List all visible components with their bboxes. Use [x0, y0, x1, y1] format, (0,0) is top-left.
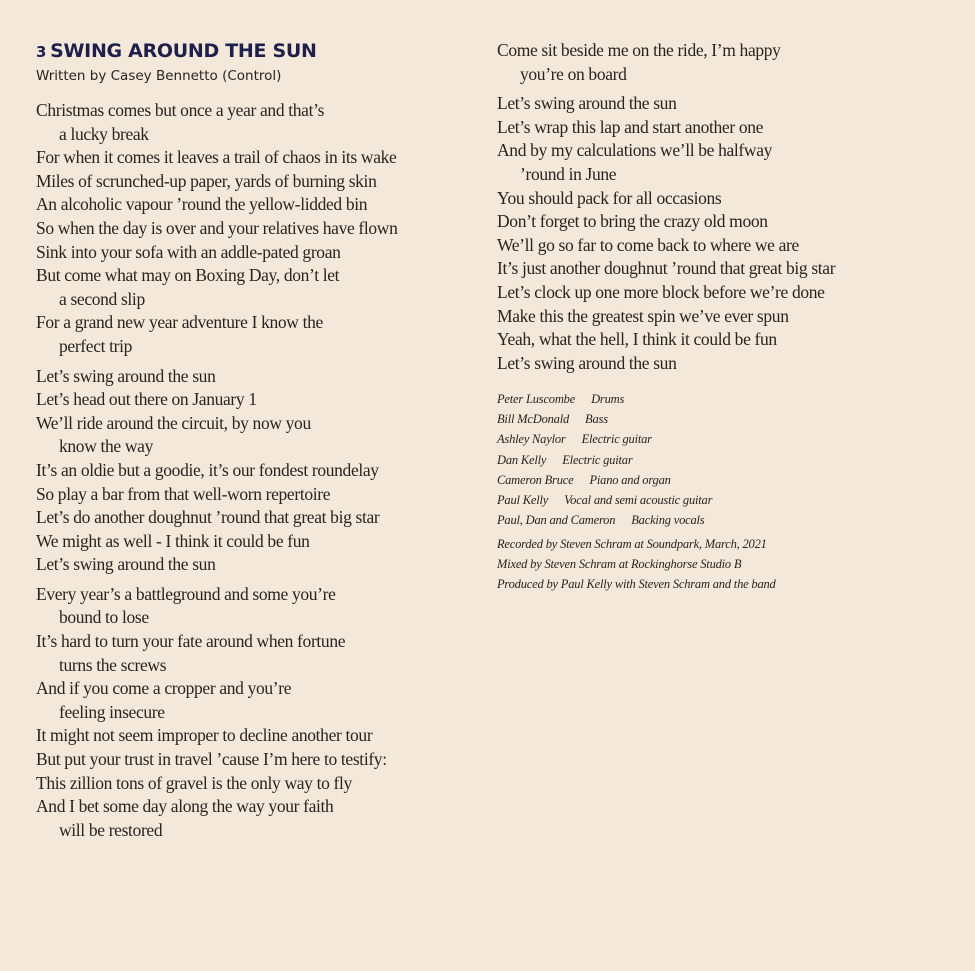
lyric-line: This zillion tons of gravel is the only way to fly [36, 772, 352, 793]
lyric-line: Let’s wrap this lap and start another one [497, 116, 764, 137]
lyric-line: So play a bar from that well-worn repertoire [36, 483, 331, 504]
lyric-line: For a grand new year adventure I know the [36, 312, 323, 333]
lyric-line: perfect trip [59, 335, 133, 356]
lyric-line: We might as well - I think it could be fun [36, 530, 310, 551]
lyric-line: know the way [59, 436, 153, 457]
lyric-line: But put your trust in travel ’cause I’m here to testify: [36, 749, 387, 770]
lyric-line: For when it comes it leaves a trail of chaos in its wake [36, 147, 397, 168]
mixed-credit: Mixed by Steven Schram at Rockinghorse Studio B [497, 557, 742, 572]
lyric-line: Let’s swing around the sun [497, 352, 677, 373]
recorded-credit: Recorded by Steven Schram at Soundpark, March, 2021 [497, 537, 767, 551]
musician-role: Bass [585, 412, 608, 427]
lyric-line: We’ll ride around the circuit, by now you [36, 412, 311, 433]
musician-name: Peter Luscombe [497, 392, 576, 406]
lyric-line: Make this the greatest spin we’ve ever spun [497, 305, 789, 326]
musician-role: Electric guitar [562, 452, 633, 467]
lyrics-left [36, 99, 466, 848]
lyric-line: Come sit beside me on the ride, I’m happy [497, 40, 781, 60]
lyric-line: It’s hard to turn your fate around when fortune [36, 631, 346, 652]
stanza [497, 39, 937, 86]
stanza [36, 99, 466, 359]
musician-credits [497, 389, 712, 530]
musician-role: Backing vocals [631, 513, 705, 528]
lyric-line: It’s just another doughnut ’round that great big star [497, 258, 836, 279]
musician-credit [497, 389, 712, 409]
track-number: 3 [36, 43, 47, 61]
songwriter-credit: Written by Casey Bennetto (Control) [36, 68, 282, 84]
musician-credit [497, 409, 712, 429]
lyric-line: Miles of scrunched-up paper, yards of burning skin [36, 170, 377, 191]
lyric-line: We’ll go so far to come back to where we are [497, 234, 799, 255]
musician-credit [497, 490, 712, 510]
lyric-line: you’re on board [520, 63, 627, 84]
stanza [36, 365, 466, 577]
lyric-line: a second slip [59, 288, 145, 309]
song-title [36, 40, 317, 62]
lyric-line: Let’s swing around the sun [497, 93, 677, 114]
lyric-line: Let’s swing around the sun [36, 365, 216, 386]
musician-name: Bill McDonald [497, 412, 570, 427]
musician-credit [497, 429, 712, 449]
lyric-line: Don’t forget to bring the crazy old moon [497, 211, 768, 232]
lyric-line: And by my calculations we’ll be halfway [497, 140, 773, 161]
musician-credit [497, 470, 712, 490]
lyric-line: ’round in June [520, 163, 617, 184]
lyrics-right [497, 39, 937, 381]
production-credits [497, 534, 776, 595]
lyric-line: bound to lose [59, 607, 149, 628]
lyric-line: You should pack for all occasions [497, 187, 722, 208]
lyric-line: But come what may on Boxing Day, don’t let [36, 265, 340, 286]
lyric-line: a lucky break [59, 123, 149, 144]
lyric-line: turns the screws [59, 654, 167, 675]
musician-name: Dan Kelly [497, 452, 547, 467]
musician-name: Paul Kelly [497, 493, 549, 508]
produced-credit: Produced by Paul Kelly with Steven Schram and the band [497, 577, 776, 592]
lyric-line: So when the day is over and your relatives have flown [36, 217, 398, 238]
musician-name: Cameron Bruce [497, 472, 574, 487]
lyric-line: Let’s head out there on January 1 [36, 389, 257, 410]
lyric-line: It’s an oldie but a goodie, it’s our fondest roundelay [36, 459, 379, 480]
lyric-line: Yeah, what the hell, I think it could be fun [497, 329, 777, 350]
musician-name: Ashley Naylor [497, 432, 566, 447]
musician-credit [497, 510, 712, 530]
lyric-line: Let’s do another doughnut ’round that great big star [36, 507, 380, 528]
musician-credit [497, 450, 712, 470]
musician-role: Vocal and semi acoustic guitar [564, 493, 713, 508]
musician-role: Electric guitar [581, 432, 652, 447]
lyric-line: Sink into your sofa with an addle-pated groan [36, 241, 341, 262]
stanza [497, 92, 937, 375]
lyric-line: will be restored [59, 819, 163, 840]
song-title-text: SWING AROUND THE SUN [50, 40, 317, 62]
lyric-line: Every year’s a battleground and some you’re [36, 583, 336, 604]
lyric-line: Let’s clock up one more block before we’re done [497, 281, 825, 302]
lyric-line: And I bet some day along the way your faith [36, 796, 334, 817]
lyric-line: Christmas comes but once a year and that’s [36, 100, 325, 120]
stanza [36, 583, 466, 843]
musician-role: Drums [591, 392, 625, 406]
lyric-line: It might not seem improper to decline another tour [36, 725, 373, 746]
lyric-line: feeling insecure [59, 701, 165, 722]
musician-role: Piano and organ [589, 472, 671, 487]
lyric-line: Let’s swing around the sun [36, 554, 216, 575]
musician-name: Paul, Dan and Cameron [497, 513, 616, 528]
lyric-line: An alcoholic vapour ’round the yellow-lidded bin [36, 194, 368, 215]
lyric-line: And if you come a cropper and you’re [36, 678, 292, 699]
